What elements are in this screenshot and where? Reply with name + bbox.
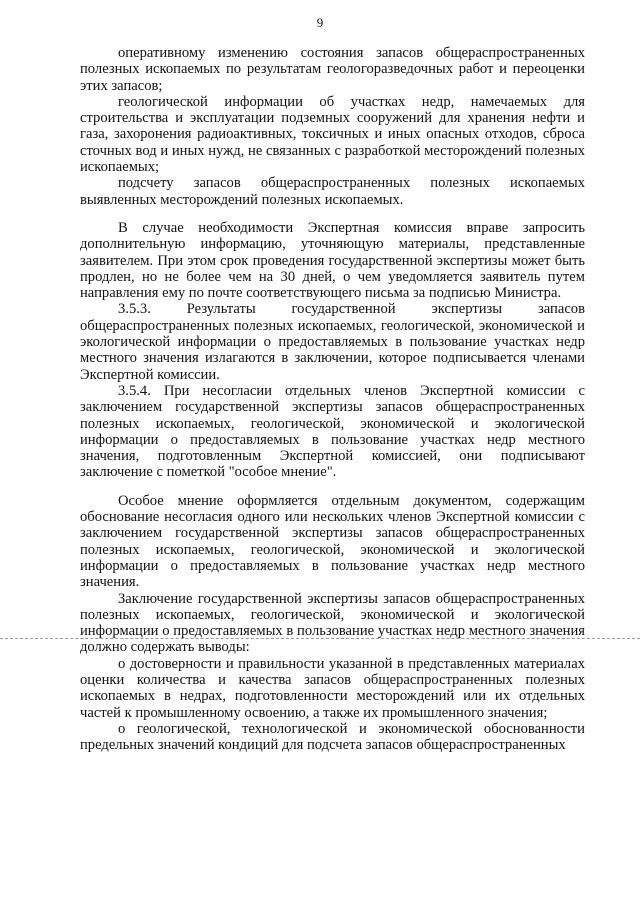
paragraph: 3.5.4. При несогласии отдельных членов Экспертной комиссии с заключением государственной экспертизы запасов общераспространенных полезных ископаемых, геологической, экономической и экологической информации о предоставляемых в пользование участках недр местного значения, подготовленным Экспертной комиссией, они подписывают заключение с пометкой "особое мнение". — [80, 382, 585, 481]
page-number: 9 — [316, 15, 324, 30]
paragraph: подсчету запасов общераспространенных полезных ископаемых выявленных месторождений полезных ископаемых. — [80, 175, 585, 208]
paragraph: о геологической, технологической и экономической обоснованности предельных значений кондиций для подсчета запасов общераспространенных — [80, 720, 585, 754]
paragraph: Заключение государственной экспертизы запасов общераспространенных полезных ископаемых, геологической, экономической и экологической информации о предоставляемых в пользование участках недр местного значения должно содержать выводы: — [80, 590, 585, 656]
paragraph: Особое мнение оформляется отдельным документом, содержащим обоснование несогласия одного или нескольких членов Экспертной комиссии с заключением государственной экспертизы запасов общераспространенных полезных ископаемых, геологической, экономической и экологической информации о предоставляемых в пользование участках недр местного значения. — [80, 492, 585, 591]
scan-dashed-line — [0, 638, 640, 639]
paragraph: геологической информации об участках недр, намечаемых для строительства и эксплуатации подземных сооружений для хранения нефти и газа, захоронения радиоактивных, токсичных и иных опасных отходов, сброса сточных вод и иных нужд, не связанных с разработкой месторождений полезных ископаемых; — [80, 93, 585, 176]
paragraph: о достоверности и правильности указанной в представленных материалах оценки количества и качества запасов общераспространенных полезных ископаемых в недрах, подготовленности месторождений или их отдельных частей к промышленному освоению, а также их промышленного значения; — [80, 655, 585, 721]
paragraph: 3.5.3. Результаты государственной экспертизы запасов общераспространенных полезных ископаемых, геологической, экономической и экологической информации о предоставляемых в пользование участках недр местного значения излагаются в заключении, которое подписывается членами Экспертной комиссии. — [80, 301, 585, 383]
paragraph: оперативному изменению состояния запасов общераспространенных полезных ископаемых по результатам геологоразведочных работ и переоценки этих запасов; — [80, 45, 585, 94]
paragraph: В случае необходимости Экспертная комиссия вправе запросить дополнительную информацию, уточняющую материалы, представленные заявителем. При этом срок проведения государственной экспертизы может быть продлен, но не более чем на 30 дней, о чем уведомляется заявитель путем направления ему по почте соответствующего письма за подписью Министра. — [80, 219, 585, 302]
document-body — [80, 45, 585, 753]
